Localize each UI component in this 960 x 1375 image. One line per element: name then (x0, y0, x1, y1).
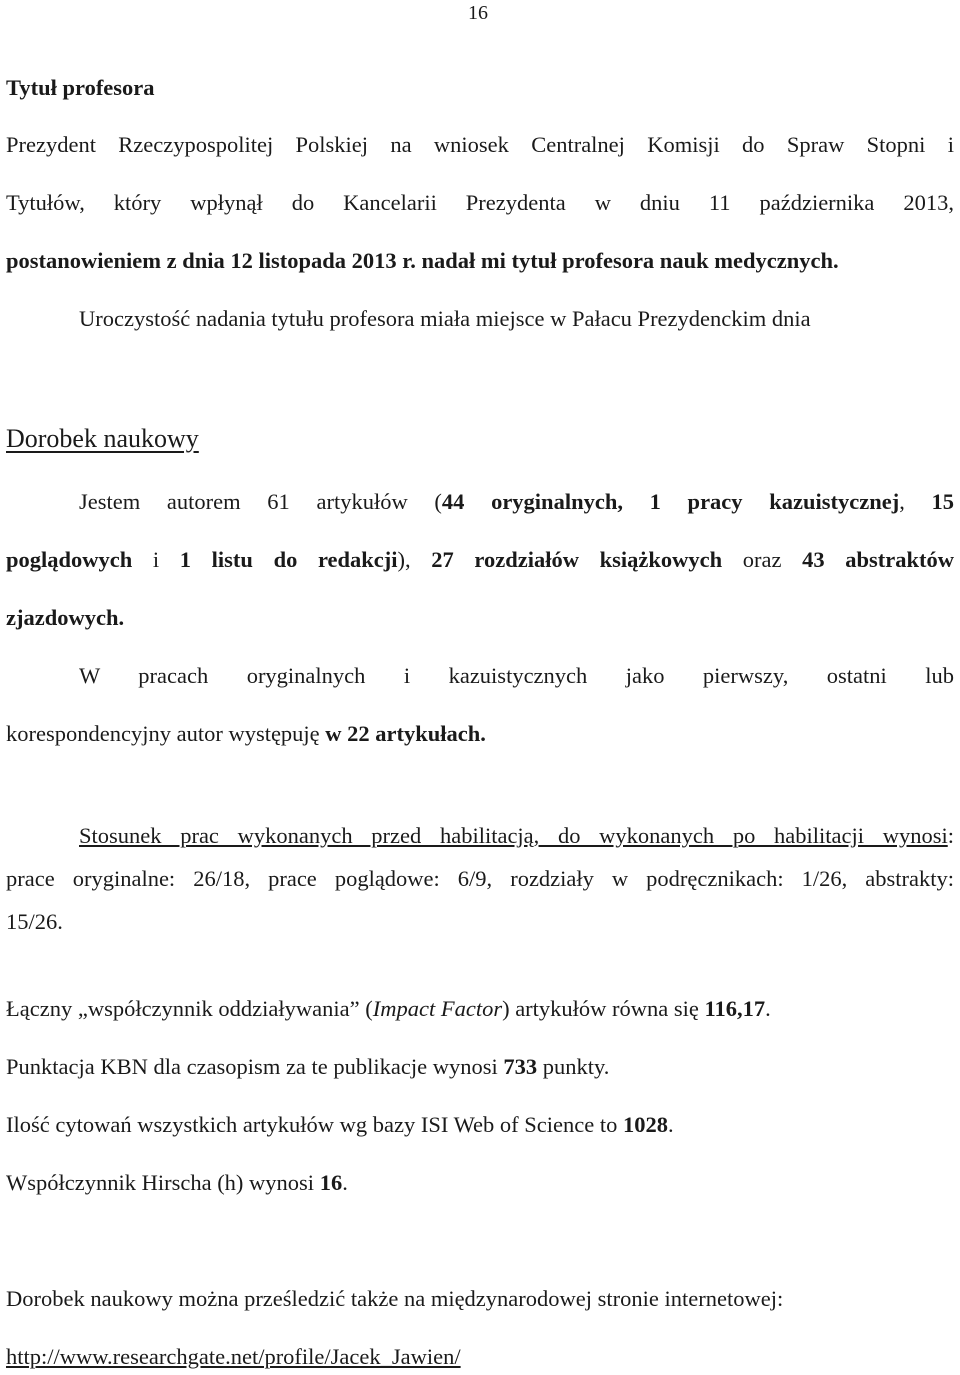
paragraph-line: 15/26. (6, 909, 63, 934)
hirsch-index-line: Współczynnik Hirscha (h) wynosi 16. (6, 1170, 348, 1195)
paragraph-line: Prezydent Rzeczypospolitej Polskiej na wniosek Centralnej Komisji do Spraw Stopni i (6, 132, 954, 157)
paragraph-line: Tytułów, który wpłynął do Kancelarii Prezydenta w dniu 11 października 2013, (6, 190, 954, 215)
paragraph-line: poglądowych i 1 listu do redakcji), 27 rozdziałów książkowych oraz 43 abstraktów (6, 547, 954, 572)
paragraph-line: korespondencyjny autor występuję w 22 artykułach. (6, 721, 486, 746)
researchgate-link[interactable]: http://www.researchgate.net/profile/Jacek_Jawien/ (6, 1344, 461, 1369)
page-number: 16 (468, 2, 488, 24)
impact-factor-line: Łączny „współczynnik oddziaływania” (Impact Factor) artykułów równa się 116,17. (6, 996, 771, 1021)
paragraph-line: zjazdowych. (6, 605, 125, 630)
paragraph-line-bold: postanowieniem z dnia 12 listopada 2013 r. nadał mi tytuł profesora nauk medycznych. (6, 248, 839, 273)
section-title-professor: Tytuł profesora (6, 75, 155, 100)
paragraph-line: Uroczystość nadania tytułu profesora miała miejsce w Pałacu Prezydenckim dnia (79, 306, 811, 331)
paragraph-line: Stosunek prac wykonanych przed habilitacją, do wykonanych po habilitacji wynosi: (79, 823, 954, 848)
kbn-points-line: Punktacja KBN dla czasopism za te publikacje wynosi 733 punkty. (6, 1054, 610, 1079)
paragraph-line: Jestem autorem 61 artykułów (44 oryginalnych, 1 pracy kazuistycznej, 15 (79, 489, 955, 514)
citations-line: Ilość cytowań wszystkich artykułów wg bazy ISI Web of Science to 1028. (6, 1112, 674, 1137)
web-profile-text: Dorobek naukowy można prześledzić także na międzynarodowej stronie internetowej: (6, 1286, 784, 1311)
web-profile-link-line (6, 1346, 954, 1369)
paragraph-line: W pracach oryginalnych i kazuistycznych jako pierwszy, ostatni lub (79, 663, 954, 688)
paragraph-line: prace oryginalne: 26/18, prace poglądowe: 6/9, rozdziały w podręcznikach: 1/26, abstrakty: (6, 866, 954, 891)
section-title-scientific-output: Dorobek naukowy (6, 424, 199, 453)
